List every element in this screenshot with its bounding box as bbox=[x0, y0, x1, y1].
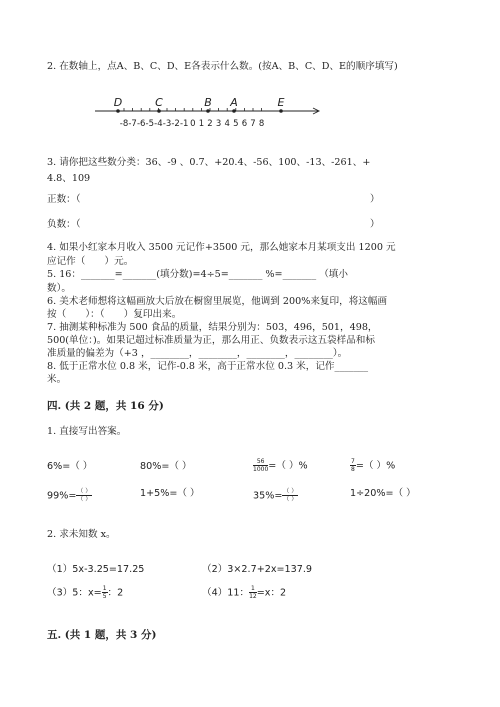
point-dot bbox=[232, 109, 236, 113]
tick-label: -8 bbox=[119, 119, 129, 129]
s4q1-r2-a: 99%= $\frac{( )}{( )}$ bbox=[47, 488, 92, 503]
point-label: B bbox=[204, 96, 212, 109]
q4-line1: 4. 如果小红家本月收入 3500 元记作+3500 元，那么她家本月某项支出 1200 元 bbox=[47, 242, 396, 253]
tick-label: -1 bbox=[179, 119, 189, 129]
s4q2-eq3: （3）5：x= $\frac{1}{5}$ ：2 bbox=[47, 585, 124, 600]
q5-line2: 数）。 bbox=[47, 283, 71, 294]
q3-positive-label: 正数：（ bbox=[47, 194, 81, 205]
point-label: E bbox=[277, 96, 285, 109]
q7-line2: 500(单位：)。如果记超过标准质量为正，那么用正、负数表示这五袋样品和标 bbox=[47, 335, 375, 346]
tick-label: 1 bbox=[198, 119, 205, 129]
s4q2-eq2: （2）3×2.7+2x=137.9 bbox=[202, 564, 313, 575]
point-dot bbox=[279, 109, 283, 113]
tick-label: 4 bbox=[224, 119, 230, 129]
tick-label: 2 bbox=[207, 119, 213, 129]
tick-label: -4 bbox=[154, 119, 163, 129]
point-label: A bbox=[230, 96, 238, 109]
tick-label: 0 bbox=[190, 119, 196, 129]
tick-label: 3 bbox=[215, 119, 222, 129]
tick-label: -6 bbox=[136, 119, 146, 129]
tick-label: 8 bbox=[258, 119, 265, 129]
q3-negative-label: 负数：（ bbox=[47, 219, 81, 230]
q5-line1: 5. 16：_______=_______(填分数)=4÷5=_______ %=_______ （填小 bbox=[47, 269, 348, 280]
q3-line1: 3. 请你把这些数分类：36、-9 、0.7、+20.4、-56、100、-13、-261、+ bbox=[47, 157, 371, 168]
q3-negative-close: ） bbox=[370, 219, 380, 230]
q4-line2: 应记作（ ）元。 bbox=[47, 256, 134, 267]
s4q1-r2-c: 35%= $\frac{( )}{( )}$ bbox=[253, 488, 298, 503]
section5-heading: 五. (共 1 题，共 3 分) bbox=[47, 629, 157, 641]
point-label: C bbox=[155, 96, 163, 109]
s4q1-r2-b: 1+5%=（ ） bbox=[140, 488, 200, 499]
s4q2-title: 2. 求未知数 x。 bbox=[47, 529, 116, 540]
tick-label: -5 bbox=[145, 119, 155, 129]
point-dot bbox=[206, 109, 210, 113]
q2-prompt: 2. 在数轴上，点A、B、C、D、E各表示什么数。(按A、B、C、D、E的顺序填写) bbox=[47, 61, 398, 72]
tick-label: -2 bbox=[171, 119, 180, 129]
s4q1-r2-d: 1÷20%=（ ） bbox=[350, 488, 416, 499]
point-label: D bbox=[113, 96, 123, 109]
q7-line3: 准质量的偏差为（+3 ，________，________，________，________）。 bbox=[47, 348, 348, 359]
s4q1-r1-a: 6%=（ ） bbox=[47, 461, 93, 472]
tick-label: -3 bbox=[162, 119, 172, 129]
q3-line2: 4.8、109 bbox=[47, 173, 91, 184]
point-dot bbox=[157, 109, 161, 113]
s4q1-r1-c: $\frac{56}{1000}$ =（ ）% bbox=[253, 458, 308, 473]
s4q2-eq1: （1）5x-3.25=17.25 bbox=[47, 564, 145, 575]
tick-label: -7 bbox=[128, 119, 137, 129]
q6-line2: 按（ ）：（ ）复印出来。 bbox=[47, 309, 182, 320]
s4q1-r1-d: $\frac{7}{8}$ =（ ）% bbox=[351, 458, 396, 473]
tick-label: 7 bbox=[250, 119, 256, 129]
tick-label: 6 bbox=[241, 119, 248, 129]
q8-line1: 8. 低于正常水位 0.8 米，记作-0.8 米，高于正常水位 0.3 米，记作_______ bbox=[47, 361, 369, 372]
q3-positive-close: ） bbox=[370, 194, 380, 205]
point-dot bbox=[116, 109, 120, 113]
section4-heading: 四. (共 2 题，共 16 分) bbox=[47, 400, 164, 412]
s4q2-eq4: （4）11： $\frac{1}{12}$ =x：2 bbox=[202, 585, 287, 600]
s4q1-r1-b: 80%=（ ） bbox=[140, 461, 192, 472]
q8-line2: 米。 bbox=[47, 374, 67, 385]
s4q1-title: 1. 直接写出答案。 bbox=[47, 426, 127, 437]
tick-label: 5 bbox=[233, 119, 239, 129]
q7-line1: 7. 抽测某种标准为 500 食品的质量，结果分别为：503，496，501，498， bbox=[47, 322, 378, 333]
q6-line1: 6. 美术老师想将这幅画放大后放在橱窗里展览，他调到 200%来复印，将这幅画 bbox=[47, 296, 388, 307]
